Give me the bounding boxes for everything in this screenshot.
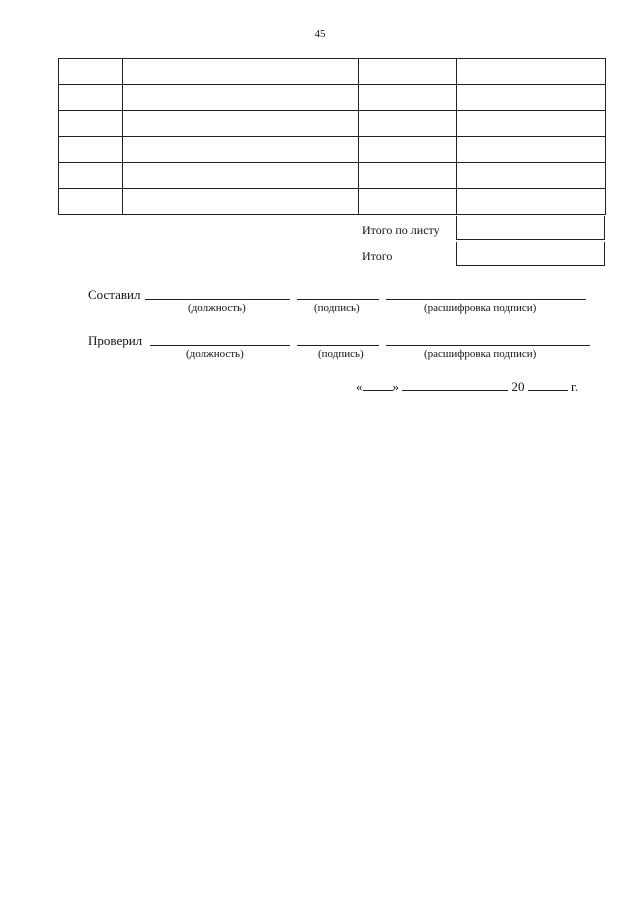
table-cell[interactable] <box>59 85 123 111</box>
date-close-quote: » <box>392 379 399 394</box>
table-cell[interactable] <box>123 111 359 137</box>
sheet-total-label: Итого по листу <box>362 223 440 237</box>
table-cell[interactable] <box>59 163 123 189</box>
checked-by-label: Проверил <box>88 333 143 348</box>
table-cell[interactable] <box>359 163 457 189</box>
date-open-quote: « <box>356 379 363 394</box>
date-year-prefix: 20 <box>511 379 525 394</box>
checked-signature-caption: (подпись) <box>318 348 364 360</box>
checked-position-caption: (должность) <box>186 348 244 360</box>
table-row <box>59 111 606 137</box>
table-cell[interactable] <box>59 189 123 215</box>
table-cell[interactable] <box>123 59 359 85</box>
sheet-total-field[interactable] <box>456 216 605 240</box>
table-cell[interactable] <box>457 111 606 137</box>
total-field[interactable] <box>456 242 605 266</box>
compiled-position-line[interactable] <box>145 299 290 300</box>
checked-signature-line[interactable] <box>297 345 379 346</box>
date-year-suffix: г. <box>571 379 579 394</box>
table-cell[interactable] <box>123 163 359 189</box>
table-cell[interactable] <box>457 163 606 189</box>
date-year-field[interactable] <box>528 378 568 391</box>
checked-decoding-caption: (расшифровка подписи) <box>424 348 537 360</box>
date-day-field[interactable] <box>363 378 393 391</box>
checked-decoding-line[interactable] <box>386 345 590 346</box>
table-cell[interactable] <box>59 137 123 163</box>
table-cell[interactable] <box>123 137 359 163</box>
table-cell[interactable] <box>359 111 457 137</box>
date-line <box>356 378 578 395</box>
table-cell[interactable] <box>59 111 123 137</box>
compiled-signature-caption: (подпись) <box>314 302 360 314</box>
compiled-signature-line[interactable] <box>297 299 379 300</box>
table-cell[interactable] <box>457 189 606 215</box>
page-number: 45 <box>314 28 326 40</box>
table-cell[interactable] <box>359 59 457 85</box>
table-row <box>59 85 606 111</box>
table-cell[interactable] <box>359 137 457 163</box>
table-cell[interactable] <box>457 137 606 163</box>
table-row <box>59 163 606 189</box>
table-cell[interactable] <box>123 189 359 215</box>
compiled-decoding-line[interactable] <box>386 299 586 300</box>
date-month-field[interactable] <box>402 378 508 391</box>
compiled-by-label: Составил <box>88 287 141 302</box>
table-cell[interactable] <box>359 189 457 215</box>
checked-position-line[interactable] <box>150 345 290 346</box>
table-row <box>59 189 606 215</box>
table-cell[interactable] <box>359 85 457 111</box>
table-cell[interactable] <box>457 59 606 85</box>
table-cell[interactable] <box>59 59 123 85</box>
total-label: Итого <box>362 249 393 263</box>
blank-table <box>58 58 606 215</box>
compiled-position-caption: (должность) <box>188 302 246 314</box>
table-cell[interactable] <box>457 85 606 111</box>
table-cell[interactable] <box>123 85 359 111</box>
table-row <box>59 137 606 163</box>
compiled-decoding-caption: (расшифровка подписи) <box>424 302 537 314</box>
table-row <box>59 59 606 85</box>
